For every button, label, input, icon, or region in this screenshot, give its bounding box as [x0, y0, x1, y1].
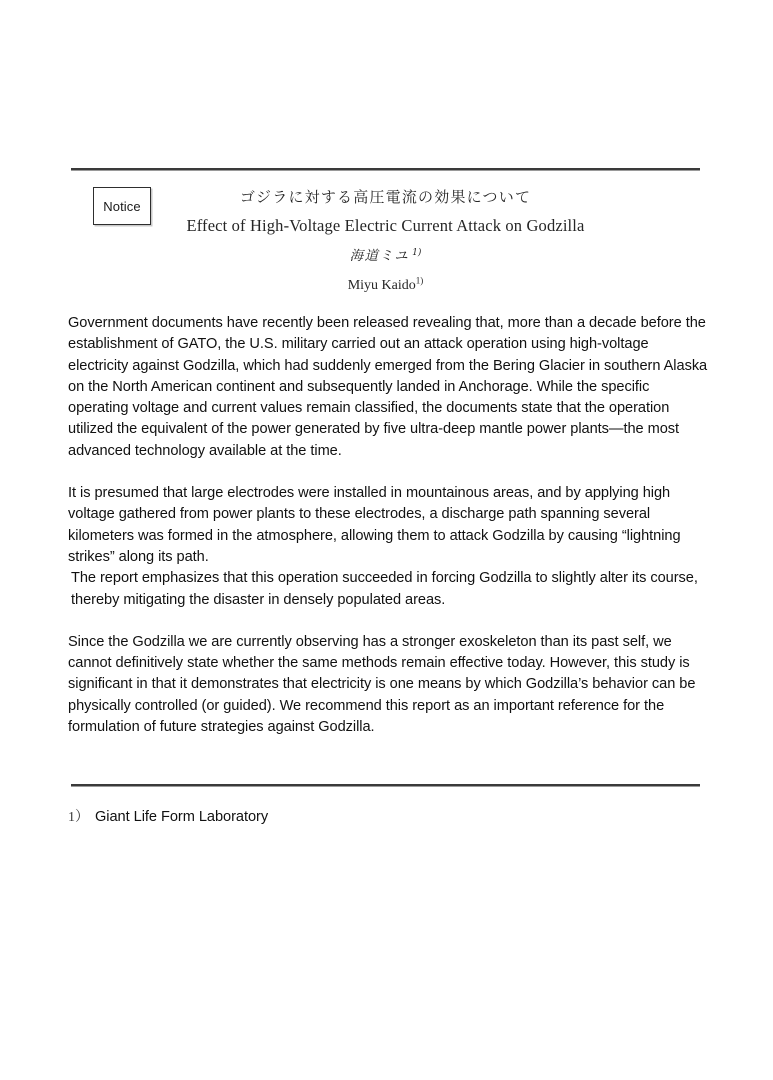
paragraph-2: It is presumed that large electrodes were installed in mountainous areas, and by applying high voltage gathered from power plants to these electrodes, a discharge path spanning several kilometers was formed in the atmosphere, allowing them to attack Godzilla by causing “lightning strikes” along its path.	[68, 485, 681, 565]
title-english: Effect of High-Voltage Electric Current Attack on Godzilla	[186, 216, 585, 235]
footnote	[68, 806, 268, 826]
title-block	[71, 186, 700, 297]
header-divider-rule	[71, 168, 700, 171]
notice-badge: Notice	[93, 187, 151, 225]
title-japanese: ゴジラに対する高圧電流の効果について	[239, 188, 532, 206]
author-english	[71, 275, 700, 297]
paragraph-1: Government documents have recently been released revealing that, more than a decade before the establishment of GATO, the U.S. military carried out an attack operation using high-voltage electricity against Godzilla, which had suddenly emerged from the Bering Glacier in southern Alaska on the North American continent and subsequently landed in Anchorage. While the specific operating voltage and current values remain classified, the documents state that the operation utilized the equivalent of the power generated by five ultra-deep mantle power plants—the most advanced technology available at the time.	[68, 315, 708, 459]
author-english-name: Miyu Kaido	[347, 278, 416, 293]
author-japanese-affiliation-marker: 1)	[412, 247, 422, 258]
paragraph-3: The report emphasizes that this operation succeeded in forcing Godzilla to slightly alter its course, thereby mitigating the disaster in densely populated areas.	[71, 570, 698, 608]
body-content	[68, 313, 710, 738]
author-english-affiliation-marker: 1)	[415, 275, 424, 286]
footnote-marker: 1）	[68, 810, 89, 825]
footnote-divider-rule	[71, 784, 700, 787]
author-japanese	[71, 245, 700, 267]
paragraph-4: Since the Godzilla we are currently observing has a stronger exoskeleton than its past self, we cannot definitively state whether the same methods remain effective today. However, this study is significant in that it demonstrates that electricity is one means by which Godzilla’s behavior can be physically controlled (or guided). We recommend this report as an important reference for the formulation of future strategies against Godzilla.	[68, 633, 696, 736]
footnote-text: Giant Life Form Laboratory	[95, 809, 269, 825]
author-japanese-name: 海道ミユ	[349, 248, 410, 264]
